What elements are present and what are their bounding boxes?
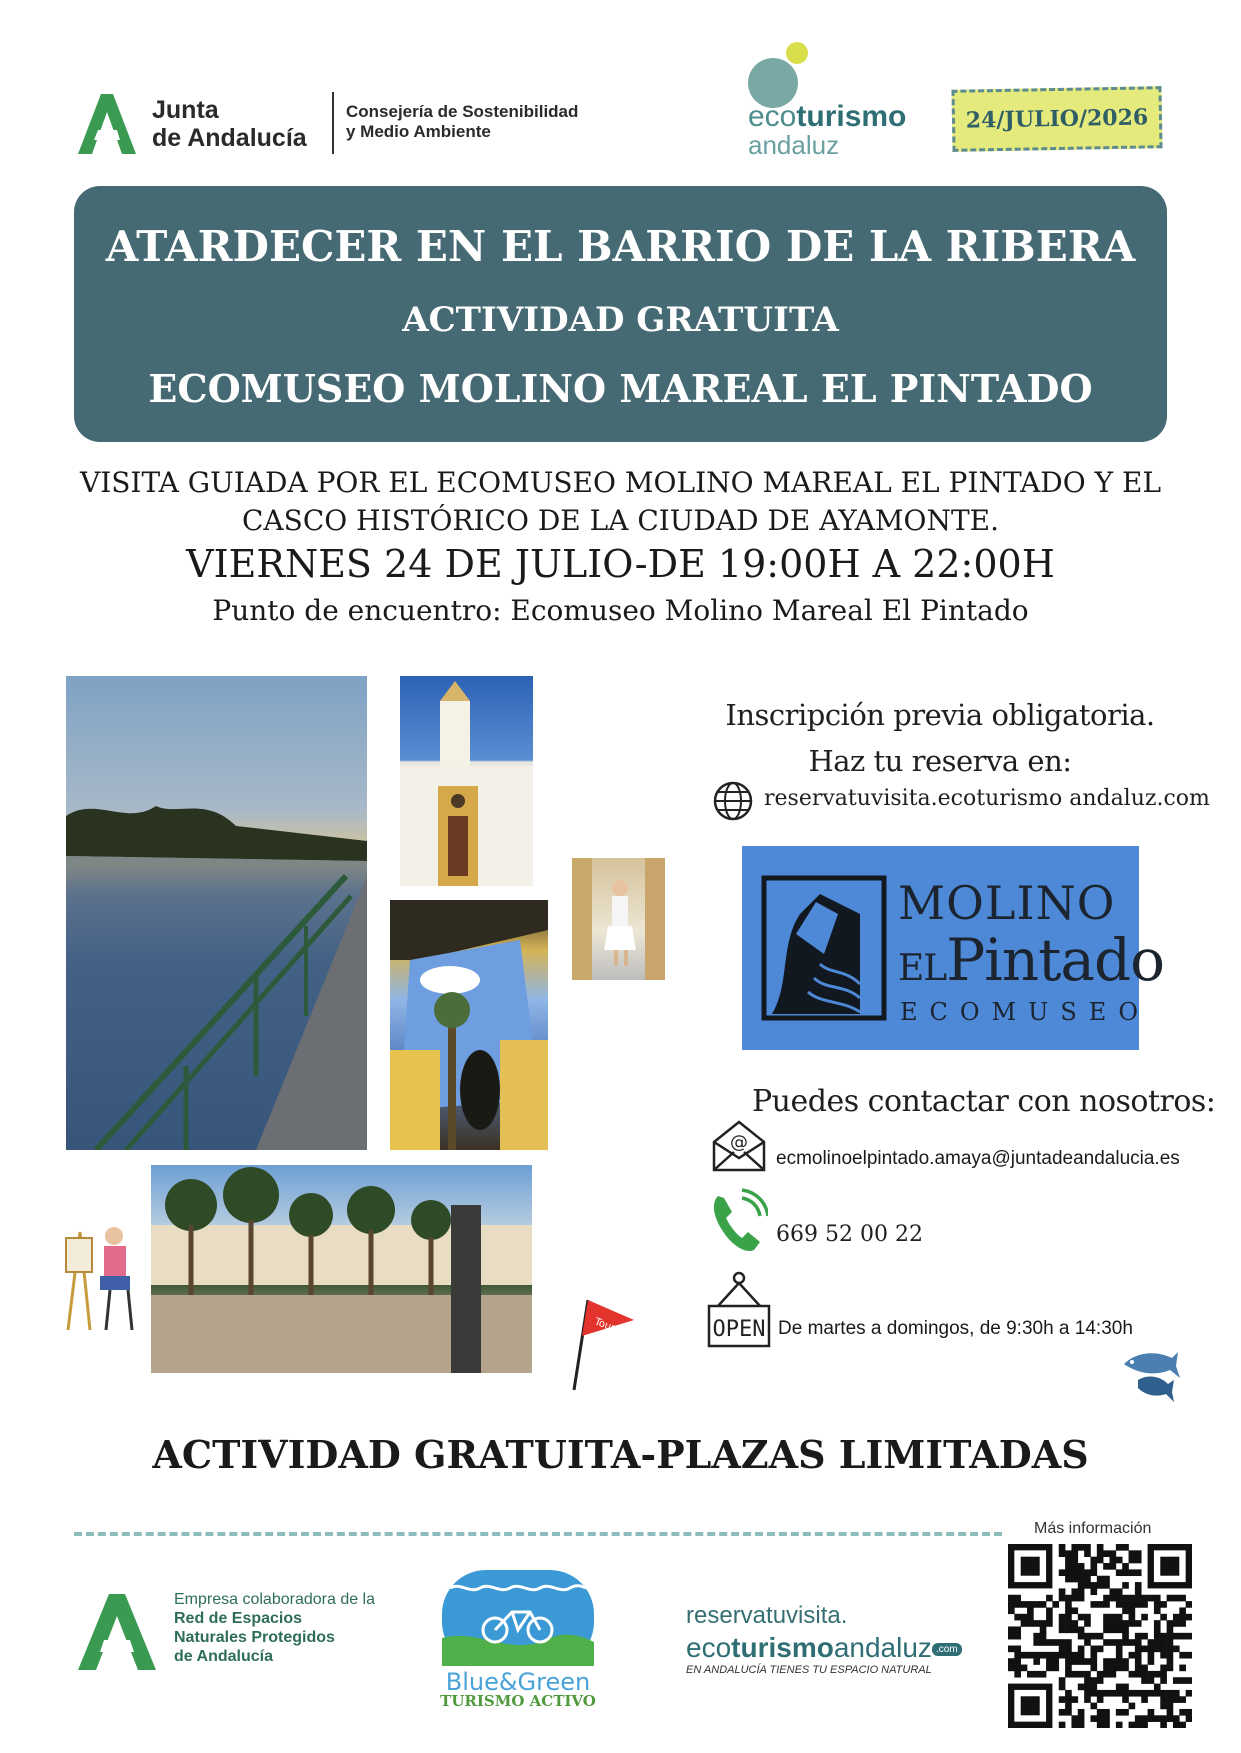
river-sunset-photo (66, 676, 367, 1150)
reserva-logo-line2: ecoturismoandaluz .com (686, 1632, 962, 1664)
booking-required-text: Inscripción previa obligatoria. (725, 698, 1155, 732)
date-badge: 24/JULIO/2026 (951, 86, 1162, 152)
tour-flag-icon (568, 1296, 636, 1392)
junta-andalucia-logo (74, 90, 140, 156)
consejeria-text: Consejería de Sostenibilidad y Medio Ambiente (346, 102, 579, 141)
more-info-label: Más información (1034, 1520, 1152, 1537)
contact-title: Puedes contactar con nosotros: (752, 1084, 1216, 1119)
street-girl-photo (572, 858, 665, 980)
painter-illustration (60, 1212, 145, 1330)
reserva-logo-line1: reservatuvisita. (686, 1602, 848, 1629)
plaza-palms-photo (151, 1165, 532, 1373)
molino-logo-ecomuseo: ECOMUSEO (900, 998, 1150, 1026)
booking-cta-text: Haz tu reserva en: (808, 744, 1072, 778)
molino-mill-icon (760, 874, 888, 1022)
molino-pintado-logo (742, 846, 1165, 1050)
blue-green-name: Blue&Green (445, 1668, 591, 1696)
ecoturismo-logo-text: ecoturismo (748, 100, 907, 133)
header-divider (332, 92, 334, 154)
booking-url-link[interactable]: reservatuvisita.ecoturismo andaluz.com (764, 786, 1210, 811)
open-sign-text: OPEN (712, 1317, 766, 1342)
contact-email-link[interactable]: ecmolinoelpintado.amaya@juntadeandalucia.es (776, 1148, 1180, 1169)
molino-logo-pintado: ELPintado (898, 926, 1165, 994)
patio-palm-photo (390, 900, 548, 1150)
open-sign-icon (706, 1270, 772, 1350)
event-title: ATARDECER EN EL BARRIO DE LA RIBERA (105, 222, 1136, 271)
limited-places-banner: ACTIVIDAD GRATUITA-PLAZAS LIMITADAS (152, 1432, 1089, 1477)
phone-icon (708, 1188, 768, 1256)
church-tower-photo (400, 676, 533, 886)
opening-hours: De martes a domingos, de 9:30h a 14:30h (778, 1318, 1133, 1339)
svg-text:@: @ (730, 1132, 748, 1153)
globe-icon (712, 780, 754, 822)
description-line-1: VISITA GUIADA POR EL ECOMUSEO MOLINO MAREAL EL PINTADO Y EL (79, 466, 1162, 499)
blue-green-sub: TURISMO ACTIVO (440, 1692, 596, 1710)
molino-logo-name: MOLINO (898, 876, 1116, 930)
footer-divider (74, 1532, 1002, 1536)
junta-logo-text: Junta de Andalucía (152, 96, 307, 152)
tour-flag-text: Tour (592, 1316, 617, 1334)
junta-footer-logo (74, 1590, 160, 1672)
partner-network-text: Empresa colaboradora de la Red de Espacios Naturales Protegidos de Andalucía (174, 1591, 376, 1665)
reserva-logo-tagline: EN ANDALUCÍA TIENES TU ESPACIO NATURAL (686, 1664, 932, 1676)
description-line-2: CASCO HISTÓRICO DE LA CIUDAD DE AYAMONTE. (242, 504, 999, 537)
meeting-point: Punto de encuentro: Ecomuseo Molino Mareal El Pintado (212, 594, 1029, 627)
contact-phone-link[interactable]: 669 52 00 22 (776, 1222, 923, 1247)
fish-icon (1120, 1334, 1180, 1410)
ecoturismo-logo-subtext: andaluz (748, 130, 840, 160)
ecoturismo-logo-dot (786, 42, 808, 64)
event-subtitle: ACTIVIDAD GRATUITA (402, 300, 839, 340)
title-box (74, 186, 1167, 442)
email-icon (710, 1118, 768, 1174)
event-datetime: VIERNES 24 DE JULIO-DE 19:00H A 22:00H (186, 542, 1055, 586)
event-venue: ECOMUSEO MOLINO MAREAL EL PINTADO (148, 366, 1093, 411)
qr-code[interactable] (1008, 1544, 1192, 1728)
